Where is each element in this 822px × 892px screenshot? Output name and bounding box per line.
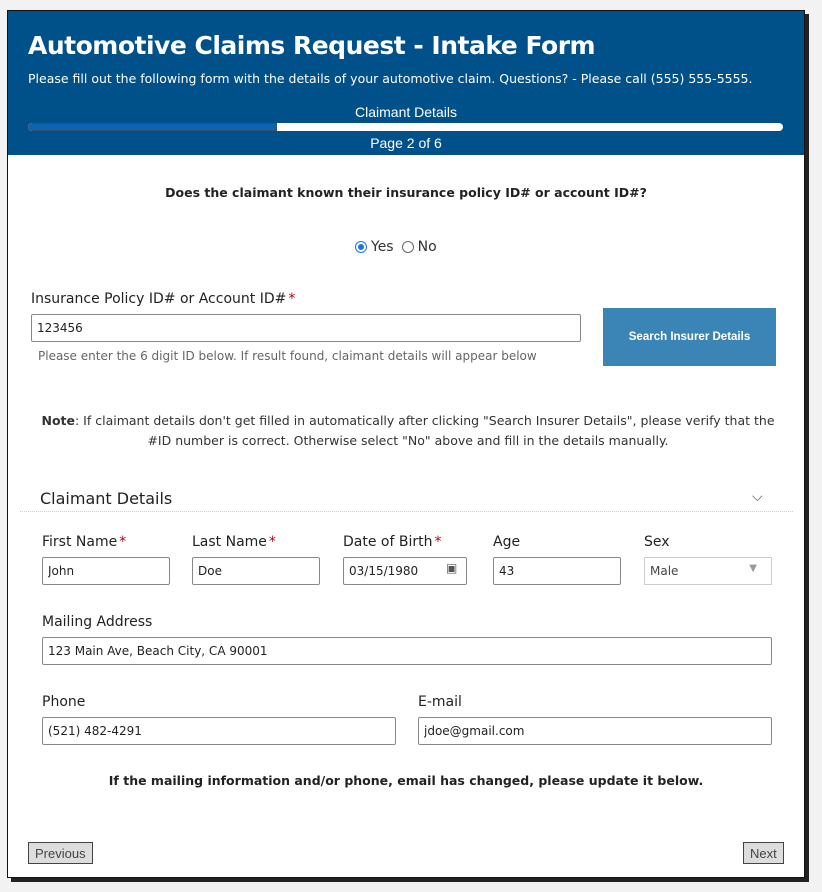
section-divider (20, 511, 793, 512)
last-name-input[interactable] (192, 557, 320, 585)
phone-input[interactable] (42, 717, 396, 745)
label-text: Last Name (192, 534, 267, 550)
address-input[interactable] (42, 637, 772, 665)
progress-fill (28, 123, 277, 131)
step-name: Claimant Details (355, 104, 457, 120)
search-insurer-button[interactable]: Search Insurer Details (603, 308, 776, 366)
form-subtitle: Please fill out the following form with the details of your automotive claim. Questions? - Please call (555) 555-5555. (28, 71, 753, 86)
label-text: Insurance Policy ID# or Account ID# (31, 291, 287, 307)
radio-yes-circle[interactable] (355, 241, 367, 253)
required-mark: * (434, 534, 442, 550)
claimant-section-title[interactable]: Claimant Details (40, 489, 173, 508)
form-panel (7, 10, 805, 878)
required-mark: * (288, 291, 296, 307)
progress-bar (28, 123, 783, 131)
dropdown-arrow-icon: ▼ (749, 563, 757, 574)
radio-no-label: No (417, 239, 437, 255)
note-text: : If claimant details don't get filled in automatically after clicking "Search Insurer Details", please verify that the #ID number is correct. Otherwise select "No" above and fill in the details manually. (75, 413, 775, 448)
page-indicator: Page 2 of 6 (370, 135, 442, 151)
policy-note (38, 411, 778, 451)
sex-label: Sex (644, 534, 670, 550)
address-label: Mailing Address (42, 614, 153, 630)
policy-known-radio-group (355, 239, 437, 255)
form-title: Automotive Claims Request - Intake Form (28, 31, 596, 60)
required-mark: * (119, 534, 127, 550)
chevron-down-icon[interactable]: ⌵ (752, 489, 763, 505)
dob-label (343, 534, 441, 550)
required-mark: * (268, 534, 276, 550)
form-header (8, 11, 804, 155)
email-input[interactable] (418, 717, 772, 745)
last-name-label (192, 534, 276, 550)
radio-no[interactable] (402, 239, 437, 255)
policy-id-input[interactable] (31, 314, 581, 342)
age-input[interactable] (493, 557, 621, 585)
calendar-icon[interactable]: ▣ (446, 561, 458, 575)
age-label: Age (493, 534, 521, 550)
sex-select[interactable] (644, 557, 772, 585)
phone-label: Phone (42, 694, 86, 710)
policy-id-label (31, 291, 295, 307)
note-label: Note (41, 413, 75, 428)
first-name-label (42, 534, 126, 550)
radio-no-circle[interactable] (402, 241, 414, 253)
radio-yes[interactable] (355, 239, 394, 255)
previous-button[interactable]: Previous (28, 842, 93, 864)
next-button[interactable]: Next (743, 842, 784, 864)
policy-id-help: Please enter the 6 digit ID below. If result found, claimant details will appear below (38, 349, 537, 363)
radio-yes-label: Yes (371, 239, 394, 255)
sex-value: Male (650, 564, 679, 578)
label-text: First Name (42, 534, 118, 550)
first-name-input[interactable] (42, 557, 170, 585)
policy-question: Does the claimant known their insurance policy ID# or account ID#? (165, 185, 647, 200)
update-note: If the mailing information and/or phone, email has changed, please update it below. (108, 773, 704, 788)
email-label: E-mail (418, 694, 462, 710)
label-text: Date of Birth (343, 534, 433, 550)
